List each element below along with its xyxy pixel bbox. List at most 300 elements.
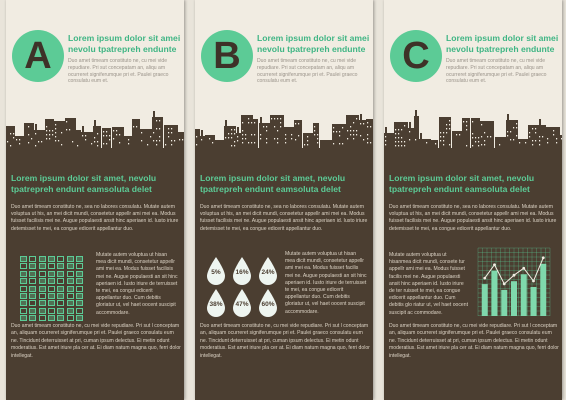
building-window	[228, 133, 229, 134]
side-text: Mutate autem voluptua ut hisan mea dicit mundi, consetetur appellr ami mei ea. Modus fuisset facilisis mei ne. Augue populaesti an sit hinc aperiaen id. Iusto iriure de terruisset te mei, ea congui edicerit appellantur duo. Cum debitis gloriatur ut, vel haet oocent suscipit accommodare.	[96, 252, 178, 316]
building-window	[443, 132, 444, 133]
building-window	[266, 126, 267, 127]
building-window	[466, 129, 467, 130]
chimney	[225, 120, 227, 126]
building-window	[46, 134, 47, 135]
grid-cell-icon	[76, 293, 83, 299]
grid-cell-icon	[48, 271, 55, 277]
grid-cell-icon	[76, 263, 83, 269]
building-window	[339, 143, 340, 144]
header-title: Lorem ipsum dolor sit amei nevolu tpatrepreh endunte	[446, 33, 559, 54]
grid-cell-icon	[48, 300, 55, 306]
building-window	[19, 139, 20, 140]
building-window	[353, 122, 354, 123]
header-body: Duo amet timeam constituto ne, cu mei vide repudiare. Pri sut concepatam an, aliqu am ocurreret signiferumque pri et. Paulei graeco consulatu eum et.	[257, 58, 358, 85]
grid-cell-icon	[29, 286, 36, 292]
building-window	[49, 134, 50, 135]
building-window	[274, 138, 275, 139]
chart-point	[542, 256, 545, 259]
city-skyline-icon	[384, 100, 562, 150]
chimney	[35, 124, 37, 130]
building-window	[234, 129, 235, 130]
building-window	[295, 123, 296, 124]
building	[538, 125, 546, 150]
building-window	[260, 134, 261, 135]
building-window	[535, 132, 536, 133]
building-window	[159, 136, 160, 137]
building-window	[466, 121, 467, 122]
building-window	[307, 136, 308, 137]
building-window	[13, 133, 14, 134]
footer-text: Duo amet timeam constituto ne, cu mei vide repudiare. Pri sut l conceptam an, aliquam ocurreret signiferumque pri et. Paulei graeco consulatu eum ne. Tincidunt deterruisset at pri, cuman ipsum delectus. Ei metin odunt moderatius. Est amet iriure pla cer at. Ei diam natum magna quo, ferri dolor intellegat.	[200, 323, 370, 359]
chart-bar	[482, 284, 488, 316]
building-window	[513, 139, 514, 140]
building-window	[153, 132, 154, 133]
grid-cell-icon	[76, 308, 83, 314]
footer-text: Duo amet timeam constituto ne, cu mei vide repudiare. Pri sut l conceptam an, aliquam ocurreret signiferumque pri et. Paulei graeco consulatu eum ne. Tincidunt deterruisset at pri, cuman ipsum delectus. Ei metin odunt moderatius. Est amet iriure pla cer at. Ei diam natum magna quo, ferri dolor intellegat.	[389, 323, 559, 359]
building-window	[38, 141, 39, 142]
building-window	[298, 123, 299, 124]
grid-cell-icon	[20, 263, 27, 269]
building-window	[507, 135, 508, 136]
building-window	[295, 139, 296, 140]
grid-cell-icon	[57, 256, 64, 262]
grid-cell-icon	[29, 308, 36, 314]
panel-body	[384, 148, 562, 400]
building-window	[248, 118, 249, 119]
building-window	[395, 137, 396, 138]
building-window	[426, 142, 427, 143]
building-window	[55, 136, 56, 137]
grid-cell-icon	[39, 300, 46, 306]
building-window	[133, 126, 134, 127]
building-window	[356, 134, 357, 135]
building-window	[251, 134, 252, 135]
chart-bar	[511, 281, 517, 316]
building	[270, 115, 284, 150]
building-window	[409, 131, 410, 132]
building-window	[128, 139, 129, 140]
building	[76, 130, 81, 150]
building-window	[353, 130, 354, 131]
building-window	[561, 138, 562, 139]
badge-letter: A	[24, 35, 52, 77]
building-window	[398, 137, 399, 138]
building	[259, 123, 270, 150]
building-window	[242, 134, 243, 135]
grid-cell-icon	[76, 300, 83, 306]
building-window	[367, 138, 368, 139]
building-window	[280, 126, 281, 127]
chimney	[420, 133, 422, 139]
building-window	[339, 135, 340, 136]
grid-cell-icon	[29, 315, 36, 321]
building	[241, 115, 253, 150]
building-window	[277, 130, 278, 131]
building-window	[525, 142, 526, 143]
building-window	[449, 128, 450, 129]
header-body: Duo amet timeam constituto ne, cu mei vide repudiare. Pri sut concepatam an, aliqu am ocurreret signiferumque pri et. Paulei graeco consulatu eum et.	[68, 58, 169, 85]
chimney	[415, 110, 417, 116]
chart-bar	[501, 290, 507, 316]
grid-cell-icon	[57, 308, 64, 314]
building-window	[459, 134, 460, 135]
chart-point	[493, 263, 496, 266]
building-window	[484, 144, 485, 145]
section-title: Lorem ipsum dolor sit amet, nevolu tpatrepreh endunt eamsoluta delet	[200, 173, 346, 194]
building-window	[237, 140, 238, 141]
building-window	[141, 132, 142, 133]
building-window	[237, 136, 238, 137]
building	[132, 119, 140, 150]
building-window	[228, 137, 229, 138]
building-window	[277, 142, 278, 143]
building-window	[347, 138, 348, 139]
building-window	[532, 128, 533, 129]
building-window	[263, 126, 264, 127]
building-window	[31, 138, 32, 139]
building-window	[234, 133, 235, 134]
building-window	[251, 142, 252, 143]
building-window	[472, 121, 473, 122]
building-window	[171, 128, 172, 129]
building-window	[353, 138, 354, 139]
building-window	[10, 133, 11, 134]
building-window	[307, 144, 308, 145]
drop-percent: 5%	[211, 269, 221, 276]
building-window	[248, 142, 249, 143]
badge-letter: B	[213, 35, 241, 77]
building-window	[360, 123, 361, 124]
building-window	[28, 126, 29, 127]
building-window	[254, 142, 255, 143]
building-window	[532, 144, 533, 145]
building-window	[317, 138, 318, 139]
grid-cell-icon	[67, 256, 74, 262]
building-window	[280, 118, 281, 119]
drop-percent: 38%	[209, 301, 223, 308]
building	[65, 118, 76, 150]
chimney	[507, 114, 509, 120]
building-window	[97, 133, 98, 134]
drop-percent: 47%	[235, 301, 249, 308]
grid-cell-icon	[76, 315, 83, 321]
building-window	[58, 140, 59, 141]
building-window	[443, 144, 444, 145]
building-window	[248, 122, 249, 123]
building-window	[466, 145, 467, 146]
building-window	[285, 134, 286, 135]
building-window	[553, 134, 554, 135]
building-window	[440, 136, 441, 137]
building-window	[277, 138, 278, 139]
building-window	[285, 138, 286, 139]
grid-cell-icon	[76, 286, 83, 292]
building-window	[360, 135, 361, 136]
grid-cell-icon	[29, 256, 36, 262]
building-window	[446, 132, 447, 133]
building-window	[363, 123, 364, 124]
building-window	[82, 135, 83, 136]
drop-percent: 24%	[261, 269, 275, 276]
building-window	[66, 129, 67, 130]
grid-cell-icon	[20, 293, 27, 299]
building-window	[516, 123, 517, 124]
chart-bar	[540, 264, 546, 316]
building-window	[128, 143, 129, 144]
building-window	[242, 122, 243, 123]
building-window	[231, 145, 232, 146]
building-window	[356, 118, 357, 119]
building-window	[449, 120, 450, 121]
grid-cell-icon	[76, 256, 83, 262]
badge-letter: C	[402, 35, 430, 77]
building-window	[113, 138, 114, 139]
building-window	[532, 140, 533, 141]
building-window	[35, 133, 36, 134]
building-window	[472, 137, 473, 138]
grid-cell-icon	[29, 263, 36, 269]
building-window	[159, 128, 160, 129]
building-window	[103, 135, 104, 136]
building-window	[484, 140, 485, 141]
building-window	[314, 130, 315, 131]
building-window	[231, 133, 232, 134]
building	[346, 115, 359, 150]
building-window	[333, 143, 334, 144]
grid-cell-icon	[20, 300, 27, 306]
building-window	[385, 136, 386, 137]
drop-percent: 60%	[261, 301, 275, 308]
grid-cell-icon	[67, 300, 74, 306]
building-window	[136, 126, 137, 127]
building-window	[463, 121, 464, 122]
building-window	[55, 140, 56, 141]
building-window	[385, 144, 386, 145]
building-window	[156, 140, 157, 141]
building	[195, 129, 200, 150]
building-window	[409, 139, 410, 140]
building-window	[347, 130, 348, 131]
grid-cell-icon	[48, 256, 55, 262]
chart-bar	[531, 287, 537, 316]
grid-cell-icon	[20, 315, 27, 321]
building-window	[109, 135, 110, 136]
building-window	[196, 144, 197, 145]
building-window	[103, 143, 104, 144]
building-window	[61, 132, 62, 133]
building-window	[171, 140, 172, 141]
building-window	[291, 138, 292, 139]
grid-cell-icon	[67, 286, 74, 292]
building-window	[225, 137, 226, 138]
building-window	[171, 144, 172, 145]
grid-cell-icon	[48, 263, 55, 269]
building-window	[401, 141, 402, 142]
section-title: Lorem ipsum dolor sit amet, nevolu tpatrepreh endunt eamsoluta delet	[389, 173, 535, 194]
building-window	[141, 140, 142, 141]
grid-cell-icon	[39, 263, 46, 269]
grid-cell-icon	[39, 315, 46, 321]
building-window	[55, 124, 56, 125]
building-window	[466, 125, 467, 126]
building-window	[490, 136, 491, 137]
building-window	[46, 126, 47, 127]
building-window	[456, 134, 457, 135]
building-window	[481, 136, 482, 137]
building-window	[404, 141, 405, 142]
building-window	[254, 134, 255, 135]
chart-point	[532, 280, 535, 283]
building-window	[472, 145, 473, 146]
building-window	[119, 142, 120, 143]
grid-cell-icon	[20, 256, 27, 262]
chimney	[237, 127, 239, 133]
building-window	[209, 138, 210, 139]
grid-cell-icon	[20, 278, 27, 284]
building-window	[342, 143, 343, 144]
building-window	[363, 139, 364, 140]
panel-body	[195, 148, 373, 400]
building-window	[542, 136, 543, 137]
grid-cell-icon	[39, 278, 46, 284]
bar-line-chart-icon	[474, 244, 556, 320]
building-window	[395, 129, 396, 130]
building-window	[516, 127, 517, 128]
building-window	[342, 127, 343, 128]
building-window	[553, 130, 554, 131]
building-window	[171, 132, 172, 133]
building-window	[398, 145, 399, 146]
water-drop-icon	[231, 256, 253, 286]
grid-cell-icon	[67, 278, 74, 284]
building-window	[85, 139, 86, 140]
chimney	[153, 111, 155, 117]
grid-cell-icon	[57, 286, 64, 292]
building-window	[547, 138, 548, 139]
building-window	[317, 134, 318, 135]
building-window	[443, 136, 444, 137]
building-window	[478, 145, 479, 146]
chart-bar	[521, 274, 527, 316]
building-window	[168, 128, 169, 129]
building-window	[242, 130, 243, 131]
building-window	[385, 140, 386, 141]
city-skyline-icon	[6, 100, 184, 150]
grid-cell-icon	[20, 308, 27, 314]
building-window	[395, 141, 396, 142]
building-window	[245, 134, 246, 135]
building-window	[16, 139, 17, 140]
building-window	[333, 131, 334, 132]
building-window	[510, 131, 511, 132]
building-window	[472, 133, 473, 134]
drop-percent: 16%	[235, 269, 249, 276]
grid-cell-icon	[57, 263, 64, 269]
chimney	[385, 127, 387, 133]
chart-point	[522, 267, 525, 270]
building-window	[94, 137, 95, 138]
grid-cell-icon	[20, 286, 27, 292]
building-window	[234, 141, 235, 142]
building-window	[314, 126, 315, 127]
grid-cell-icon	[48, 293, 55, 299]
side-text: Mutate autem voluptua ut hisan mea dicit mundi, consetetur appellr ami mei ea. Modus fuisset facilis mei ne. Augue populaesti an sit hinc aperiaen id. Iusto iriure de terruisset te mei, ea congue edicerit appellantur duo. Cum debitis gloriatur ut, vel haet oocent suscipit accommodare.	[285, 251, 367, 315]
section-body: Duo amet timeam constituto ne, sea no labores consulatu. Mutate autem voluptua ut his, an mei dicit mundi, consetetur appellr ami mei ea. Modus fuisset facilisis mei ne. Augue populaesti ansit hinc aperiaen id. Iusto iriure detemisset te mei, ea congue edicerit appellantur duo.	[200, 204, 368, 232]
infographic-panel-c	[384, 0, 562, 400]
grid-cell-icon	[67, 263, 74, 269]
building-window	[179, 139, 180, 140]
building-window	[271, 118, 272, 119]
building-window	[52, 130, 53, 131]
building-window	[556, 142, 557, 143]
building-window	[539, 144, 540, 145]
drops-group	[203, 252, 285, 320]
water-drop-icon	[205, 256, 227, 286]
building-window	[356, 130, 357, 131]
building-window	[159, 120, 160, 121]
building-window	[61, 144, 62, 145]
building-window	[13, 137, 14, 138]
grid-cell-icon	[48, 278, 55, 284]
building-window	[484, 132, 485, 133]
panel-body	[6, 148, 184, 400]
grid-cell-icon	[67, 271, 74, 277]
building-window	[7, 141, 8, 142]
building-window	[150, 136, 151, 137]
building-window	[367, 134, 368, 135]
building-window	[350, 134, 351, 135]
building-window	[156, 120, 157, 121]
building-window	[415, 139, 416, 140]
chart-bar	[492, 271, 498, 316]
building-window	[404, 145, 405, 146]
grid-cell-icon	[57, 271, 64, 277]
grid-cell-icon	[76, 271, 83, 277]
building-window	[113, 130, 114, 131]
building-window	[91, 143, 92, 144]
building-window	[519, 142, 520, 143]
building-window	[116, 134, 117, 135]
chart-point	[513, 274, 516, 277]
building-window	[28, 134, 29, 135]
grid-cell-icon	[39, 271, 46, 277]
building-window	[168, 136, 169, 137]
header-title: Lorem ipsum dolor sit amei nevolu tpatrepreh endunte	[68, 33, 181, 54]
building-window	[446, 124, 447, 125]
building-window	[119, 134, 120, 135]
header-body: Duo amet timeam constituto ne, cu mei vide repudiare. Pri sut concepatam an, aliqu am ocurreret signiferumque pri et. Paulei graeco consulatu eum et.	[446, 58, 547, 85]
building-window	[52, 134, 53, 135]
building-window	[370, 142, 371, 143]
chimney	[539, 119, 541, 125]
building-window	[529, 136, 530, 137]
building-window	[539, 140, 540, 141]
building-window	[535, 140, 536, 141]
building-window	[280, 122, 281, 123]
building-window	[398, 129, 399, 130]
building-window	[298, 135, 299, 136]
grid-cell-icon	[76, 278, 83, 284]
building-window	[242, 138, 243, 139]
building-window	[401, 137, 402, 138]
building	[313, 123, 319, 150]
grid-cell-icon	[48, 286, 55, 292]
grid-cell-icon	[57, 293, 64, 299]
building-window	[446, 128, 447, 129]
section-title: Lorem ipsum dolor sit amet, nevolu tpatrepreh endunt eamsoluta delet	[11, 173, 157, 194]
building-window	[103, 131, 104, 132]
